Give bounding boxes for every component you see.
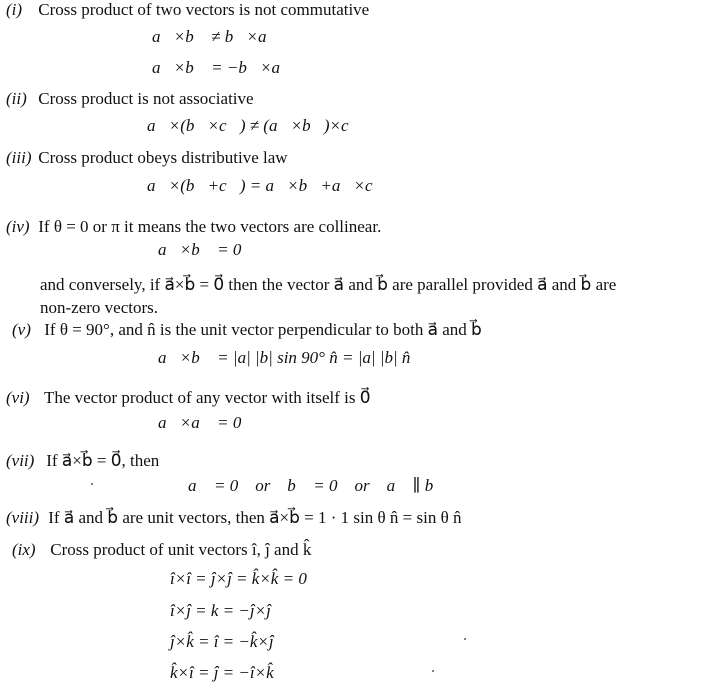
equation: î×ĵ = k = −ĵ×ĵ: [170, 601, 271, 620]
equation: î×î = ĵ×ĵ = k̂×k̂ = 0: [170, 569, 307, 588]
equation: a⃗×b⃗ ≠ b⃗×a⃗: [152, 27, 280, 46]
item-text: The vector product of any vector with itself is 0⃗: [43, 388, 371, 407]
item-text: If θ = 90°, and n̂ is the unit vector perpendicular to both a⃗ and b⃗: [44, 320, 482, 339]
item-text: If a⃗×b⃗ = 0⃗, then: [46, 451, 160, 470]
equation: a⃗×b⃗ = 0⃗: [158, 240, 255, 259]
item-iii: [6, 148, 288, 168]
item-i: [6, 0, 369, 20]
equation: a⃗×(b⃗×c⃗) ≠ (a⃗×b⃗)×c⃗: [147, 116, 362, 135]
equation: a⃗ = 0 or b⃗ = 0 or a⃗ ∥ b⃗: [188, 476, 447, 495]
equation: a⃗×(b⃗+c⃗) = a⃗×b⃗+a⃗×c⃗: [147, 176, 386, 195]
equation: a⃗×b⃗ = −b⃗×a⃗: [152, 58, 294, 77]
item-text: Cross product of unit vectors î, ĵ and k̂: [50, 540, 312, 559]
equation: a⃗×a⃗ = 0⃗: [158, 413, 255, 432]
item-number: (viii): [6, 508, 40, 527]
item-vi: [6, 388, 371, 408]
item-number: (iv): [6, 217, 30, 236]
equation: k̂×î = ĵ = −î×k̂: [170, 663, 274, 682]
item-number: (vi): [6, 388, 30, 407]
item-v: [12, 320, 482, 340]
item-text: Cross product of two vectors is not commutative: [38, 0, 370, 19]
item-vii: [6, 451, 159, 471]
item-text: Cross product obeys distributive law: [38, 148, 288, 167]
item-number: (i): [6, 0, 23, 19]
scan-speck: [432, 670, 434, 672]
equation: a⃗×b⃗ = |a| |b| sin 90° n̂ = |a| |b| n̂: [158, 348, 411, 367]
item-number: (iii): [6, 148, 32, 167]
item-number: (v): [12, 320, 31, 339]
item-text: Cross product is not associative: [38, 89, 254, 108]
item-viii: [6, 508, 461, 528]
item-ii: [6, 89, 254, 109]
continuation-text: and conversely, if a⃗×b⃗ = 0⃗ then the vector a⃗ and b⃗ are parallel provided a⃗ and b⃗ are: [40, 275, 617, 294]
item-number: (ii): [6, 89, 27, 108]
item-iv: [6, 217, 381, 237]
item-number: (ix): [12, 540, 36, 559]
item-number: (vii): [6, 451, 35, 470]
scan-speck: [464, 638, 466, 640]
item-text: If a⃗ and b⃗ are unit vectors, then a⃗×b⃗ = 1 · 1 sin θ n̂ = sin θ n̂: [48, 508, 462, 527]
continuation-text: non-zero vectors.: [40, 298, 159, 317]
scan-speck: [91, 483, 93, 485]
item-text: If θ = 0 or π it means the two vectors are collinear.: [38, 217, 382, 236]
item-ix: [12, 540, 311, 560]
equation: ĵ×k̂ = î = −k̂×ĵ: [170, 632, 274, 651]
